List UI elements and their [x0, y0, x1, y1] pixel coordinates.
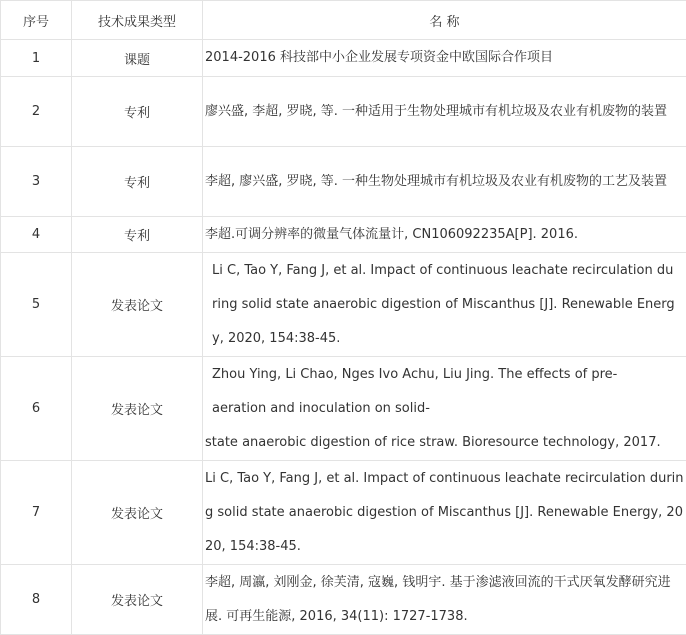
- header-row: [1, 1, 686, 40]
- name-line: Zhou Ying, Li Chao, Nges Ivo Achu, Liu Jing. The effects of pre-: [212, 358, 684, 392]
- table-row: [1, 357, 686, 461]
- row-type: 课题: [72, 40, 203, 77]
- table-row: [1, 147, 686, 217]
- name-line: state anaerobic digestion of rice straw. Bioresource technology, 2017.: [205, 426, 684, 460]
- row-type: 发表论文: [72, 565, 203, 635]
- row-name: 李超, 廖兴盛, 罗晓, 等. 一种生物处理城市有机垃圾及农业有机废物的工艺及装置: [203, 147, 686, 217]
- row-index: 1: [1, 40, 72, 77]
- row-index: 5: [1, 253, 72, 357]
- row-name: 李超, 周瀛, 刘刚金, 徐芙清, 寇巍, 钱明宇. 基于渗滤液回流的干式厌氧发酵研究进展. 可再生能源, 2016, 34(11): 1727-1738.: [203, 565, 686, 635]
- header-name: 名 称: [203, 1, 686, 40]
- row-type: 专利: [72, 217, 203, 253]
- table-row: [1, 40, 686, 77]
- row-name: Li C, Tao Y, Fang J, et al. Impact of continuous leachate recirculation during solid state anaerobic digestion of Miscanthus [J]. Renewable Energy, 2020, 154:38-45.: [203, 253, 686, 357]
- row-name: Li C, Tao Y, Fang J, et al. Impact of continuous leachate recirculation during solid state anaerobic digestion of Miscanthus [J]. Renewable Energy, 2020, 154:38-45.: [203, 461, 686, 565]
- row-type: 发表论文: [72, 461, 203, 565]
- row-type: 专利: [72, 147, 203, 217]
- table-row: [1, 77, 686, 147]
- header-index: 序号: [1, 1, 72, 40]
- name-line: aeration and inoculation on solid-: [212, 392, 684, 426]
- row-index: 4: [1, 217, 72, 253]
- row-index: 3: [1, 147, 72, 217]
- table-row: [1, 253, 686, 357]
- row-name: 廖兴盛, 李超, 罗晓, 等. 一种适用于生物处理城市有机垃圾及农业有机废物的装置: [203, 77, 686, 147]
- row-name: 2014-2016 科技部中小企业发展专项资金中欧国际合作项目: [203, 40, 686, 77]
- row-name: 李超.可调分辨率的微量气体流量计, CN106092235A[P]. 2016.: [203, 217, 686, 253]
- row-type: 专利: [72, 77, 203, 147]
- row-name: [203, 357, 686, 461]
- row-index: 8: [1, 565, 72, 635]
- table-row: [1, 217, 686, 253]
- row-index: 7: [1, 461, 72, 565]
- table-row: [1, 565, 686, 635]
- row-type: 发表论文: [72, 253, 203, 357]
- row-index: 2: [1, 77, 72, 147]
- row-index: 6: [1, 357, 72, 461]
- table-row: [1, 461, 686, 565]
- row-type: 发表论文: [72, 357, 203, 461]
- header-type: 技术成果类型: [72, 1, 203, 40]
